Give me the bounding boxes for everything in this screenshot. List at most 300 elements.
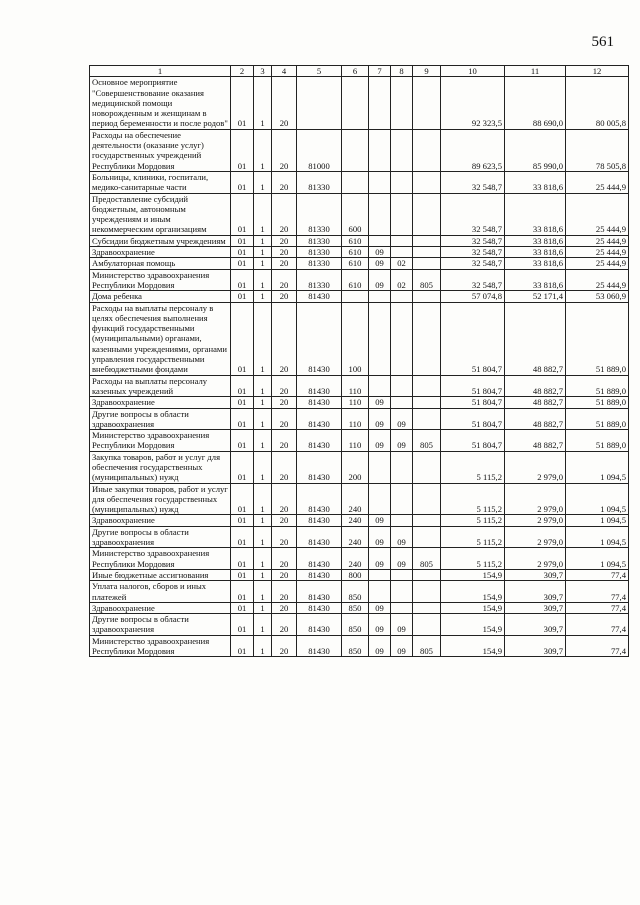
row-label: Министерство здравоохранения Республики Мордовия <box>90 635 231 657</box>
row-cell-col2: 01 <box>231 193 254 235</box>
row-cell-col10: 5 115,2 <box>441 526 505 548</box>
row-cell-col2: 01 <box>231 291 254 302</box>
row-cell-col2: 01 <box>231 614 254 636</box>
table-row <box>90 291 629 302</box>
table-row <box>90 129 629 171</box>
row-cell-col9 <box>413 258 441 269</box>
row-cell-col9 <box>413 515 441 526</box>
row-cell-col5: 81430 <box>297 483 342 515</box>
row-cell-col8 <box>391 375 413 397</box>
row-cell-col9 <box>413 193 441 235</box>
row-cell-col5: 81430 <box>297 375 342 397</box>
row-cell-col4: 20 <box>272 397 297 408</box>
row-cell-col10: 5 115,2 <box>441 451 505 483</box>
table-row <box>90 408 629 430</box>
table-row <box>90 430 629 452</box>
row-cell-col4: 20 <box>272 129 297 171</box>
row-cell-col9 <box>413 247 441 258</box>
row-cell-col3: 1 <box>254 193 272 235</box>
row-cell-col8 <box>391 581 413 603</box>
row-cell-col11: 33 818,6 <box>505 247 566 258</box>
row-cell-col10: 154,9 <box>441 635 505 657</box>
column-header: 9 <box>413 66 441 77</box>
row-cell-col6: 610 <box>342 258 369 269</box>
row-cell-col10: 32 548,7 <box>441 171 505 193</box>
row-cell-col4: 20 <box>272 258 297 269</box>
row-cell-col12: 77,4 <box>566 569 629 580</box>
row-cell-col2: 01 <box>231 526 254 548</box>
row-cell-col4: 20 <box>272 302 297 375</box>
row-cell-col12: 51 889,0 <box>566 397 629 408</box>
row-label: Дома ребенка <box>90 291 231 302</box>
row-label: Иные бюджетные ассигнования <box>90 569 231 580</box>
row-cell-col2: 01 <box>231 581 254 603</box>
row-cell-col10: 57 074,8 <box>441 291 505 302</box>
row-cell-col10: 51 804,7 <box>441 375 505 397</box>
table-row <box>90 451 629 483</box>
row-cell-col7: 09 <box>369 269 391 291</box>
row-cell-col12: 77,4 <box>566 635 629 657</box>
row-cell-col7: 09 <box>369 635 391 657</box>
row-cell-col6: 850 <box>342 614 369 636</box>
row-cell-col6 <box>342 77 369 129</box>
row-cell-col8 <box>391 302 413 375</box>
row-cell-col6: 240 <box>342 548 369 570</box>
row-cell-col2: 01 <box>231 515 254 526</box>
table-row <box>90 269 629 291</box>
row-cell-col3: 1 <box>254 129 272 171</box>
row-cell-col9 <box>413 483 441 515</box>
row-cell-col2: 01 <box>231 269 254 291</box>
row-cell-col4: 20 <box>272 602 297 613</box>
row-cell-col5: 81430 <box>297 515 342 526</box>
row-cell-col3: 1 <box>254 569 272 580</box>
row-cell-col2: 01 <box>231 430 254 452</box>
row-cell-col6: 800 <box>342 569 369 580</box>
row-cell-col3: 1 <box>254 235 272 246</box>
row-cell-col9 <box>413 291 441 302</box>
row-cell-col5: 81330 <box>297 171 342 193</box>
row-cell-col7 <box>369 375 391 397</box>
row-cell-col12: 77,4 <box>566 602 629 613</box>
row-cell-col8: 09 <box>391 635 413 657</box>
row-cell-col2: 01 <box>231 548 254 570</box>
row-cell-col9 <box>413 614 441 636</box>
table-row <box>90 483 629 515</box>
row-cell-col8: 02 <box>391 269 413 291</box>
row-cell-col10: 32 548,7 <box>441 247 505 258</box>
row-cell-col5: 81330 <box>297 269 342 291</box>
table-row <box>90 235 629 246</box>
row-cell-col11: 33 818,6 <box>505 193 566 235</box>
row-cell-col6: 110 <box>342 408 369 430</box>
row-label: Больницы, клиники, госпитали, медико-санитарные части <box>90 171 231 193</box>
row-label: Расходы на выплаты персоналу в целях обеспечения выполнения функций государственными (муниципальными) органами, казенными учреждениями, органами управления государственными внебюджетными фондами <box>90 302 231 375</box>
row-cell-col4: 20 <box>272 247 297 258</box>
column-header: 8 <box>391 66 413 77</box>
row-cell-col7: 09 <box>369 247 391 258</box>
row-label: Министерство здравоохранения Республики Мордовия <box>90 269 231 291</box>
row-cell-col12: 51 889,0 <box>566 408 629 430</box>
row-cell-col7 <box>369 581 391 603</box>
row-cell-col11: 48 882,7 <box>505 302 566 375</box>
row-label: Здравоохранение <box>90 247 231 258</box>
column-header: 5 <box>297 66 342 77</box>
row-cell-col6 <box>342 171 369 193</box>
row-cell-col3: 1 <box>254 483 272 515</box>
row-cell-col3: 1 <box>254 269 272 291</box>
row-cell-col4: 20 <box>272 171 297 193</box>
table-row <box>90 569 629 580</box>
row-cell-col11: 33 818,6 <box>505 269 566 291</box>
row-label: Иные закупки товаров, работ и услуг для обеспечения государственных (муниципальных) нужд <box>90 483 231 515</box>
row-cell-col9 <box>413 302 441 375</box>
row-cell-col12: 80 005,8 <box>566 77 629 129</box>
row-cell-col5: 81430 <box>297 614 342 636</box>
row-label: Министерство здравоохранения Республики Мордовия <box>90 548 231 570</box>
row-cell-col12: 25 444,9 <box>566 269 629 291</box>
row-cell-col6: 240 <box>342 526 369 548</box>
table-row <box>90 247 629 258</box>
row-cell-col8 <box>391 483 413 515</box>
row-cell-col12: 25 444,9 <box>566 247 629 258</box>
row-cell-col9 <box>413 569 441 580</box>
column-header: 7 <box>369 66 391 77</box>
row-cell-col9 <box>413 129 441 171</box>
row-cell-col11: 309,7 <box>505 602 566 613</box>
row-cell-col9 <box>413 171 441 193</box>
row-cell-col11: 33 818,6 <box>505 171 566 193</box>
row-cell-col2: 01 <box>231 258 254 269</box>
row-label: Министерство здравоохранения Республики Мордовия <box>90 430 231 452</box>
row-label: Расходы на обеспечение деятельности (оказание услуг) государственных учреждений Республики Мордовия <box>90 129 231 171</box>
row-cell-col2: 01 <box>231 483 254 515</box>
row-label: Здравоохранение <box>90 515 231 526</box>
row-cell-col3: 1 <box>254 375 272 397</box>
row-cell-col4: 20 <box>272 193 297 235</box>
row-cell-col10: 92 323,5 <box>441 77 505 129</box>
row-cell-col7 <box>369 171 391 193</box>
row-cell-col9 <box>413 235 441 246</box>
table-row <box>90 375 629 397</box>
table-row <box>90 602 629 613</box>
row-cell-col4: 20 <box>272 526 297 548</box>
row-label: Предоставление субсидий бюджетным, автономным учреждениям и иным некоммерческим организациям <box>90 193 231 235</box>
row-cell-col2: 01 <box>231 569 254 580</box>
row-label: Субсидии бюджетным учреждениям <box>90 235 231 246</box>
row-cell-col5: 81430 <box>297 430 342 452</box>
row-cell-col6: 850 <box>342 602 369 613</box>
row-cell-col3: 1 <box>254 291 272 302</box>
table-row <box>90 193 629 235</box>
row-cell-col11: 309,7 <box>505 635 566 657</box>
row-cell-col9 <box>413 375 441 397</box>
row-cell-col3: 1 <box>254 515 272 526</box>
column-header: 10 <box>441 66 505 77</box>
row-cell-col9: 805 <box>413 635 441 657</box>
row-label: Амбулаторная помощь <box>90 258 231 269</box>
row-cell-col4: 20 <box>272 451 297 483</box>
row-cell-col2: 01 <box>231 602 254 613</box>
row-cell-col9: 805 <box>413 548 441 570</box>
row-cell-col10: 154,9 <box>441 569 505 580</box>
column-header: 6 <box>342 66 369 77</box>
row-cell-col6: 610 <box>342 247 369 258</box>
row-cell-col6: 240 <box>342 515 369 526</box>
row-cell-col11: 48 882,7 <box>505 375 566 397</box>
row-cell-col7: 09 <box>369 602 391 613</box>
row-cell-col8 <box>391 193 413 235</box>
row-cell-col2: 01 <box>231 247 254 258</box>
row-cell-col12: 1 094,5 <box>566 515 629 526</box>
row-cell-col10: 32 548,7 <box>441 235 505 246</box>
row-cell-col4: 20 <box>272 581 297 603</box>
row-cell-col3: 1 <box>254 614 272 636</box>
row-cell-col12: 25 444,9 <box>566 193 629 235</box>
row-cell-col8 <box>391 451 413 483</box>
row-cell-col9 <box>413 408 441 430</box>
row-cell-col10: 51 804,7 <box>441 430 505 452</box>
row-cell-col5: 81430 <box>297 291 342 302</box>
row-cell-col11: 2 979,0 <box>505 451 566 483</box>
row-cell-col2: 01 <box>231 302 254 375</box>
row-cell-col10: 5 115,2 <box>441 483 505 515</box>
row-cell-col7 <box>369 569 391 580</box>
table-row <box>90 515 629 526</box>
row-cell-col2: 01 <box>231 171 254 193</box>
row-cell-col2: 01 <box>231 235 254 246</box>
row-cell-col6 <box>342 129 369 171</box>
row-cell-col4: 20 <box>272 548 297 570</box>
row-cell-col6: 110 <box>342 375 369 397</box>
row-cell-col5: 81330 <box>297 258 342 269</box>
row-cell-col6: 110 <box>342 430 369 452</box>
row-cell-col4: 20 <box>272 77 297 129</box>
row-cell-col3: 1 <box>254 302 272 375</box>
row-cell-col8: 09 <box>391 408 413 430</box>
row-label: Расходы на выплаты персоналу казенных учреждений <box>90 375 231 397</box>
row-cell-col10: 51 804,7 <box>441 302 505 375</box>
row-cell-col7: 09 <box>369 614 391 636</box>
row-cell-col4: 20 <box>272 483 297 515</box>
row-label: Другие вопросы в области здравоохранения <box>90 408 231 430</box>
row-cell-col11: 33 818,6 <box>505 235 566 246</box>
table-row <box>90 526 629 548</box>
row-cell-col5: 81330 <box>297 193 342 235</box>
row-cell-col12: 1 094,5 <box>566 483 629 515</box>
row-cell-col11: 309,7 <box>505 569 566 580</box>
column-header: 11 <box>505 66 566 77</box>
row-cell-col3: 1 <box>254 451 272 483</box>
row-cell-col2: 01 <box>231 375 254 397</box>
row-cell-col6: 610 <box>342 235 369 246</box>
row-cell-col7: 09 <box>369 526 391 548</box>
row-cell-col12: 25 444,9 <box>566 235 629 246</box>
row-cell-col8: 02 <box>391 258 413 269</box>
row-cell-col3: 1 <box>254 602 272 613</box>
row-cell-col7: 09 <box>369 408 391 430</box>
row-cell-col3: 1 <box>254 581 272 603</box>
table-row <box>90 635 629 657</box>
row-cell-col6: 850 <box>342 581 369 603</box>
row-cell-col8 <box>391 129 413 171</box>
table-header-row <box>90 66 629 77</box>
row-cell-col6: 110 <box>342 397 369 408</box>
row-cell-col10: 51 804,7 <box>441 408 505 430</box>
row-cell-col8: 09 <box>391 430 413 452</box>
row-cell-col11: 2 979,0 <box>505 483 566 515</box>
row-cell-col7 <box>369 235 391 246</box>
row-cell-col5: 81430 <box>297 602 342 613</box>
row-cell-col12: 25 444,9 <box>566 171 629 193</box>
table-row <box>90 397 629 408</box>
column-header: 2 <box>231 66 254 77</box>
row-cell-col6: 100 <box>342 302 369 375</box>
row-cell-col3: 1 <box>254 408 272 430</box>
row-cell-col9 <box>413 602 441 613</box>
row-cell-col10: 89 623,5 <box>441 129 505 171</box>
row-label: Закупка товаров, работ и услуг для обеспечения государственных (муниципальных) нужд <box>90 451 231 483</box>
row-cell-col10: 154,9 <box>441 614 505 636</box>
row-cell-col10: 5 115,2 <box>441 515 505 526</box>
row-cell-col2: 01 <box>231 635 254 657</box>
row-cell-col4: 20 <box>272 614 297 636</box>
row-cell-col10: 154,9 <box>441 602 505 613</box>
row-cell-col12: 53 060,9 <box>566 291 629 302</box>
row-cell-col11: 2 979,0 <box>505 548 566 570</box>
row-cell-col5: 81000 <box>297 129 342 171</box>
row-cell-col8 <box>391 77 413 129</box>
row-cell-col6: 600 <box>342 193 369 235</box>
row-cell-col7: 09 <box>369 430 391 452</box>
row-cell-col11: 85 990,0 <box>505 129 566 171</box>
row-cell-col12: 51 889,0 <box>566 375 629 397</box>
row-cell-col12: 51 889,0 <box>566 430 629 452</box>
row-cell-col9 <box>413 581 441 603</box>
row-cell-col7 <box>369 302 391 375</box>
row-cell-col7 <box>369 483 391 515</box>
row-cell-col9 <box>413 526 441 548</box>
row-cell-col6: 200 <box>342 451 369 483</box>
row-cell-col2: 01 <box>231 451 254 483</box>
row-cell-col8 <box>391 171 413 193</box>
table-body <box>90 77 629 657</box>
row-cell-col8 <box>391 602 413 613</box>
row-cell-col8 <box>391 247 413 258</box>
column-header: 12 <box>566 66 629 77</box>
row-cell-col11: 88 690,0 <box>505 77 566 129</box>
row-cell-col5: 81430 <box>297 635 342 657</box>
row-cell-col3: 1 <box>254 77 272 129</box>
column-header: 4 <box>272 66 297 77</box>
column-header: 1 <box>90 66 231 77</box>
row-cell-col8 <box>391 515 413 526</box>
row-cell-col7 <box>369 129 391 171</box>
row-cell-col11: 33 818,6 <box>505 258 566 269</box>
row-label: Здравоохранение <box>90 602 231 613</box>
row-label: Здравоохранение <box>90 397 231 408</box>
row-cell-col11: 309,7 <box>505 614 566 636</box>
row-cell-col5: 81330 <box>297 235 342 246</box>
row-cell-col12: 1 094,5 <box>566 451 629 483</box>
table-row <box>90 614 629 636</box>
row-cell-col2: 01 <box>231 77 254 129</box>
row-cell-col7: 09 <box>369 397 391 408</box>
row-cell-col10: 32 548,7 <box>441 269 505 291</box>
row-cell-col11: 48 882,7 <box>505 430 566 452</box>
table-row <box>90 258 629 269</box>
column-header: 3 <box>254 66 272 77</box>
row-label: Основное мероприятие "Совершенствование оказания медицинской помощи новорожденным и женщинам в период беременности и после родов" <box>90 77 231 129</box>
row-cell-col8 <box>391 397 413 408</box>
row-cell-col2: 01 <box>231 397 254 408</box>
row-cell-col4: 20 <box>272 235 297 246</box>
row-cell-col8 <box>391 291 413 302</box>
row-cell-col4: 20 <box>272 269 297 291</box>
row-cell-col8 <box>391 569 413 580</box>
row-cell-col10: 51 804,7 <box>441 397 505 408</box>
row-cell-col8: 09 <box>391 614 413 636</box>
row-cell-col3: 1 <box>254 258 272 269</box>
row-cell-col5: 81430 <box>297 451 342 483</box>
row-label: Уплата налогов, сборов и иных платежей <box>90 581 231 603</box>
row-cell-col5: 81430 <box>297 548 342 570</box>
row-cell-col3: 1 <box>254 397 272 408</box>
row-cell-col5: 81430 <box>297 569 342 580</box>
row-cell-col11: 2 979,0 <box>505 526 566 548</box>
row-cell-col7 <box>369 77 391 129</box>
row-cell-col8 <box>391 235 413 246</box>
table-row <box>90 302 629 375</box>
row-cell-col7: 09 <box>369 258 391 269</box>
row-cell-col6: 850 <box>342 635 369 657</box>
row-cell-col10: 32 548,7 <box>441 193 505 235</box>
row-cell-col7: 09 <box>369 515 391 526</box>
table-row <box>90 171 629 193</box>
row-cell-col6: 610 <box>342 269 369 291</box>
table-row <box>90 77 629 129</box>
row-cell-col11: 48 882,7 <box>505 397 566 408</box>
row-cell-col4: 20 <box>272 635 297 657</box>
row-cell-col12: 25 444,9 <box>566 258 629 269</box>
row-cell-col9: 805 <box>413 430 441 452</box>
row-cell-col7 <box>369 193 391 235</box>
row-cell-col3: 1 <box>254 171 272 193</box>
row-cell-col4: 20 <box>272 408 297 430</box>
row-cell-col4: 20 <box>272 291 297 302</box>
row-cell-col2: 01 <box>231 129 254 171</box>
row-cell-col9: 805 <box>413 269 441 291</box>
row-cell-col5: 81430 <box>297 302 342 375</box>
row-cell-col6: 240 <box>342 483 369 515</box>
row-cell-col12: 77,4 <box>566 614 629 636</box>
row-label: Другие вопросы в области здравоохранения <box>90 614 231 636</box>
row-cell-col3: 1 <box>254 635 272 657</box>
row-cell-col10: 32 548,7 <box>441 258 505 269</box>
row-cell-col11: 309,7 <box>505 581 566 603</box>
row-cell-col5: 81430 <box>297 408 342 430</box>
table-row <box>90 548 629 570</box>
row-cell-col7 <box>369 451 391 483</box>
row-cell-col7 <box>369 291 391 302</box>
row-cell-col3: 1 <box>254 548 272 570</box>
row-cell-col8: 09 <box>391 548 413 570</box>
row-cell-col12: 78 505,8 <box>566 129 629 171</box>
row-cell-col5 <box>297 77 342 129</box>
row-cell-col5: 81430 <box>297 581 342 603</box>
row-cell-col4: 20 <box>272 375 297 397</box>
row-cell-col9 <box>413 451 441 483</box>
